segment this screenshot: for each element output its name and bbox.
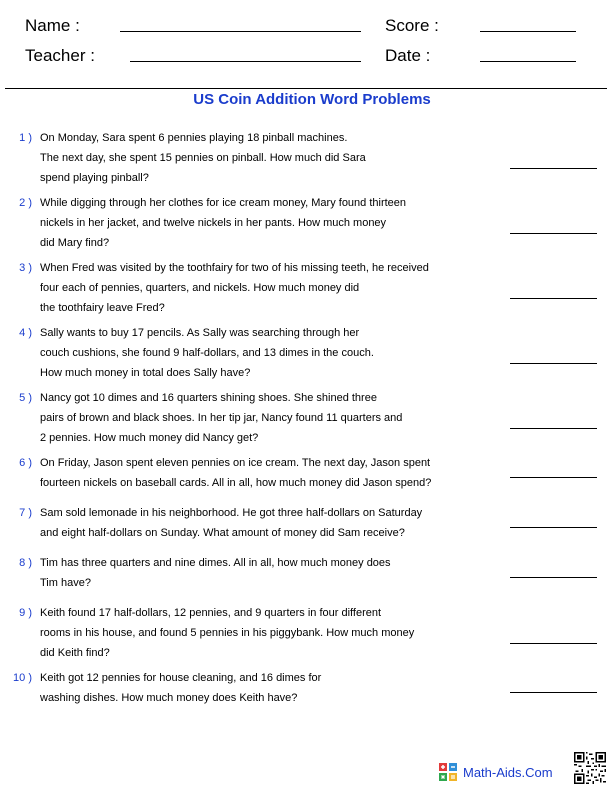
brand-name: Math-Aids.Com (463, 764, 553, 780)
name-label: Name : (25, 16, 80, 35)
problem-text-line: On Monday, Sara spent 6 pennies playing 18 pinball machines. (40, 132, 348, 144)
problem-number: 4 ) (19, 327, 32, 339)
answer-line[interactable] (510, 168, 597, 169)
calculator-icon (438, 762, 458, 782)
problem-number: 10 ) (13, 672, 32, 684)
problem-number: 7 ) (19, 507, 32, 519)
problem-text-line: fourteen nickels on baseball cards. All in all, how much money did Jason spend? (40, 477, 432, 489)
answer-line[interactable] (510, 643, 597, 644)
answer-line[interactable] (510, 477, 597, 478)
problem-text-line: Keith found 17 half-dollars, 12 pennies, and 9 quarters in four different (40, 607, 382, 619)
problem-text-line: 2 pennies. How much money did Nancy get? (40, 432, 259, 444)
problem-number: 3 ) (19, 262, 32, 274)
worksheet-title: US Coin Addition Word Problems (193, 91, 431, 108)
teacher-line[interactable] (130, 61, 361, 62)
problem-text-line: Nancy got 10 dimes and 16 quarters shining shoes. She shined three (40, 392, 377, 404)
problem-text-line: pairs of brown and black shoes. In her tip jar, Nancy found 11 quarters and (40, 412, 403, 424)
answer-line[interactable] (510, 363, 597, 364)
teacher-label: Teacher : (25, 46, 95, 65)
problem-text-line: The next day, she spent 15 pennies on pinball. How much did Sara (40, 152, 366, 164)
date-line[interactable] (480, 61, 576, 62)
name-line[interactable] (120, 31, 361, 32)
problem-text-line: and eight half-dollars on Sunday. What amount of money did Sam receive? (40, 527, 405, 539)
problem-text-line: did Keith find? (40, 647, 110, 659)
qr-code-icon[interactable] (574, 752, 606, 784)
footer-brand[interactable] (438, 761, 553, 783)
problem-text-line: couch cushions, she found 9 half-dollars, and 13 dimes in the couch. (40, 347, 374, 359)
problem-number: 5 ) (19, 392, 32, 404)
answer-line[interactable] (510, 233, 597, 234)
problem-text-line: Tim has three quarters and nine dimes. All in all, how much money does (40, 557, 391, 569)
answer-line[interactable] (510, 692, 597, 693)
header-divider (5, 88, 607, 89)
problem-text-line: spend playing pinball? (40, 172, 149, 184)
problem-text-line: washing dishes. How much money does Keith have? (40, 692, 298, 704)
problem-text-line: Sally wants to buy 17 pencils. As Sally was searching through her (40, 327, 360, 339)
problem-text-line: Keith got 12 pennies for house cleaning, and 16 dimes for (40, 672, 322, 684)
problem-number: 9 ) (19, 607, 32, 619)
answer-line[interactable] (510, 527, 597, 528)
problem-number: 1 ) (19, 132, 32, 144)
problem-text-line: the toothfairy leave Fred? (40, 302, 165, 314)
problem-text-line: While digging through her clothes for ice cream money, Mary found thirteen (40, 197, 407, 209)
problem-text-line: rooms in his house, and found 5 pennies in his piggybank. How much money (40, 627, 415, 639)
problem-text-line: four each of pennies, quarters, and nickels. How much money did (40, 282, 360, 294)
score-label: Score : (385, 16, 439, 35)
answer-line[interactable] (510, 428, 597, 429)
answer-line[interactable] (510, 577, 597, 578)
problem-number: 2 ) (19, 197, 32, 209)
problem-number: 8 ) (19, 557, 32, 569)
problem-text-line: When Fred was visited by the toothfairy for two of his missing teeth, he received (40, 262, 429, 274)
problem-text-line: nickels in her jacket, and twelve nickels in her pants. How much money (40, 217, 387, 229)
problem-text-line: Sam sold lemonade in his neighborhood. He got three half-dollars on Saturday (40, 507, 423, 519)
problem-text-line: Tim have? (40, 577, 91, 589)
problem-text-line: did Mary find? (40, 237, 110, 249)
problem-text-line: On Friday, Jason spent eleven pennies on ice cream. The next day, Jason spent (40, 457, 431, 469)
score-line[interactable] (480, 31, 576, 32)
answer-line[interactable] (510, 298, 597, 299)
date-label: Date : (385, 46, 431, 65)
problem-number: 6 ) (19, 457, 32, 469)
problem-text-line: How much money in total does Sally have? (40, 367, 251, 379)
